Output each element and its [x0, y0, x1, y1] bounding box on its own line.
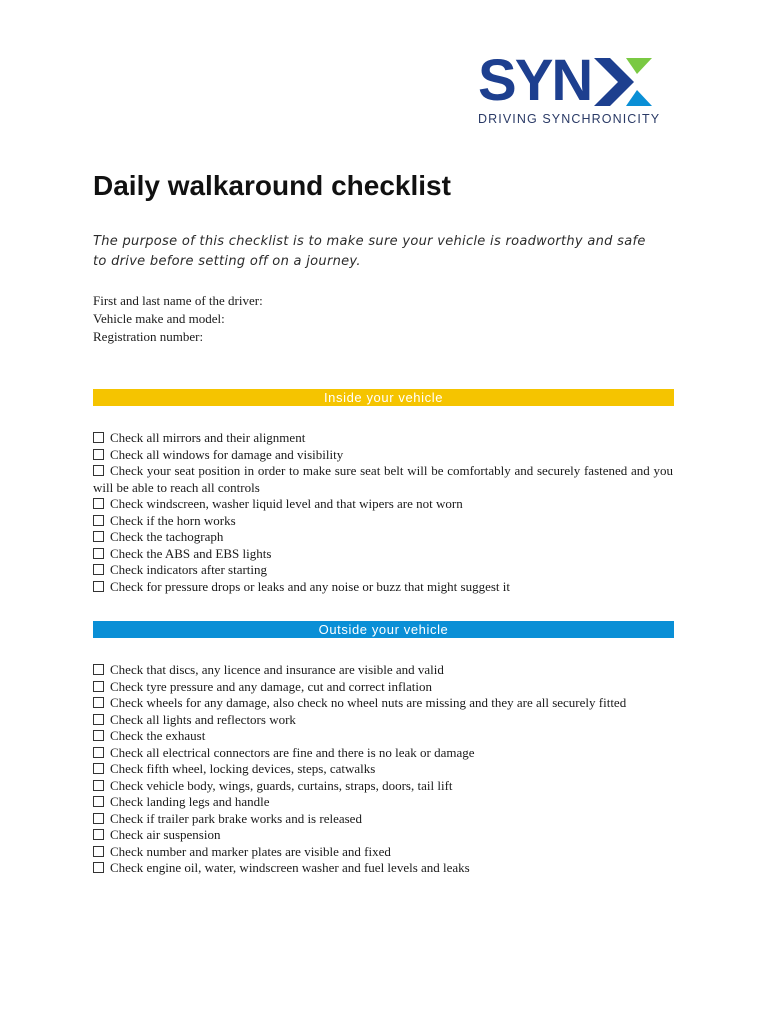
checklist-item-label: Check the tachograph — [110, 529, 224, 544]
checklist-item — [93, 778, 673, 795]
checklist-item-label: Check if the horn works — [110, 512, 236, 528]
driver-fields — [93, 292, 263, 346]
logo-x-icon — [592, 54, 654, 110]
checklist-item-label: Check windscreen, washer liquid level and that wipers are not worn — [110, 496, 463, 511]
checklist-item-label: Check vehicle body, wings, guards, curtains, straps, doors, tail lift — [110, 777, 453, 793]
checklist-item-label: Check tyre pressure and any damage, cut and correct inflation — [110, 678, 432, 694]
checklist-item-label: Check fifth wheel, locking devices, steps, catwalks — [110, 761, 376, 776]
checklist-item-label: Check your seat position in order to make sure seat belt will be comfortably and securely fastened and you will be able to reach all controls — [93, 463, 673, 495]
checklist-item-label: Check all windows for damage and visibility — [110, 446, 344, 462]
checklist-item — [93, 728, 673, 745]
checklist-item — [93, 546, 673, 563]
checkbox-icon[interactable] — [93, 730, 104, 741]
checklist-item-label: Check that discs, any licence and insurance are visible and valid — [110, 662, 444, 677]
checklist-item — [93, 447, 673, 464]
checkbox-icon[interactable] — [93, 548, 104, 559]
inside-section-heading: Inside your vehicle — [93, 389, 674, 406]
checkbox-icon[interactable] — [93, 564, 104, 575]
checkbox-icon[interactable] — [93, 465, 104, 476]
checklist-item — [93, 529, 673, 546]
logo-wordmark — [478, 48, 654, 113]
logo-letter-y: Y — [514, 48, 552, 113]
driver-name-field-label: First and last name of the driver: — [93, 293, 263, 308]
checkbox-icon[interactable] — [93, 515, 104, 526]
checkbox-icon[interactable] — [93, 763, 104, 774]
checkbox-icon[interactable] — [93, 498, 104, 509]
checklist-item — [93, 860, 673, 877]
checklist-item — [93, 496, 673, 513]
checklist-item — [93, 513, 673, 530]
checklist-item-label: Check all lights and reflectors work — [110, 711, 296, 727]
checkbox-icon[interactable] — [93, 697, 104, 708]
checkbox-icon[interactable] — [93, 681, 104, 692]
checkbox-icon[interactable] — [93, 862, 104, 873]
checkbox-icon[interactable] — [93, 780, 104, 791]
checkbox-icon[interactable] — [93, 714, 104, 725]
logo-tagline: DRIVING SYNCHRONICITY — [478, 112, 661, 126]
checkbox-icon[interactable] — [93, 829, 104, 840]
checklist-item-label: Check landing legs and handle — [110, 794, 270, 809]
checklist-item — [93, 811, 673, 828]
logo-letter-s: S — [478, 48, 515, 113]
checklist-item — [93, 794, 673, 811]
checklist-item — [93, 712, 673, 729]
checklist-item — [93, 827, 673, 844]
checkbox-icon[interactable] — [93, 664, 104, 675]
checkbox-icon[interactable] — [93, 449, 104, 460]
page-title: Daily walkaround checklist — [93, 170, 451, 201]
checklist-item — [93, 695, 673, 712]
checklist-item-label: Check number and marker plates are visible and fixed — [110, 843, 391, 859]
checkbox-icon[interactable] — [93, 813, 104, 824]
checklist-item — [93, 562, 673, 579]
outside-section-heading: Outside your vehicle — [93, 621, 674, 638]
checkbox-icon[interactable] — [93, 432, 104, 443]
checklist-item-label: Check all electrical connectors are fine and there is no leak or damage — [110, 744, 475, 760]
registration-field-label: Registration number: — [93, 329, 204, 344]
checklist-item — [93, 463, 673, 496]
vehicle-make-field-label: Vehicle make and model: — [93, 311, 225, 326]
checklist-item-label: Check indicators after starting — [110, 562, 268, 577]
checklist-item — [93, 430, 673, 447]
checkbox-icon[interactable] — [93, 846, 104, 857]
checkbox-icon[interactable] — [93, 796, 104, 807]
checklist-item — [93, 761, 673, 778]
checklist-item — [93, 745, 673, 762]
checklist-item-label: Check all mirrors and their alignment — [110, 430, 306, 445]
checklist-item — [93, 579, 673, 596]
checklist-item-label: Check the exhaust — [110, 728, 206, 743]
checklist-item-label: Check wheels for any damage, also check no wheel nuts are missing and they are all securely fitted — [110, 695, 627, 710]
checklist-item-label: Check if trailer park brake works and is released — [110, 810, 362, 826]
inside-checklist — [93, 430, 673, 595]
synx-logo — [476, 48, 676, 130]
outside-checklist — [93, 662, 673, 877]
checklist-item-label: Check air suspension — [110, 827, 221, 842]
checklist-item-label: Check the ABS and EBS lights — [110, 545, 272, 561]
checklist-item — [93, 662, 673, 679]
checklist-item-label: Check engine oil, water, windscreen washer and fuel levels and leaks — [110, 860, 470, 875]
checkbox-icon[interactable] — [93, 531, 104, 542]
checkbox-icon[interactable] — [93, 581, 104, 592]
checklist-item — [93, 679, 673, 696]
purpose-text: The purpose of this checklist is to make sure your vehicle is roadworthy and safe to drive before setting off on a journey. — [93, 234, 646, 269]
logo-letter-n: N — [551, 48, 592, 113]
checklist-item-label: Check for pressure drops or leaks and any noise or buzz that might suggest it — [110, 578, 511, 594]
checkbox-icon[interactable] — [93, 747, 104, 758]
checklist-item — [93, 844, 673, 861]
